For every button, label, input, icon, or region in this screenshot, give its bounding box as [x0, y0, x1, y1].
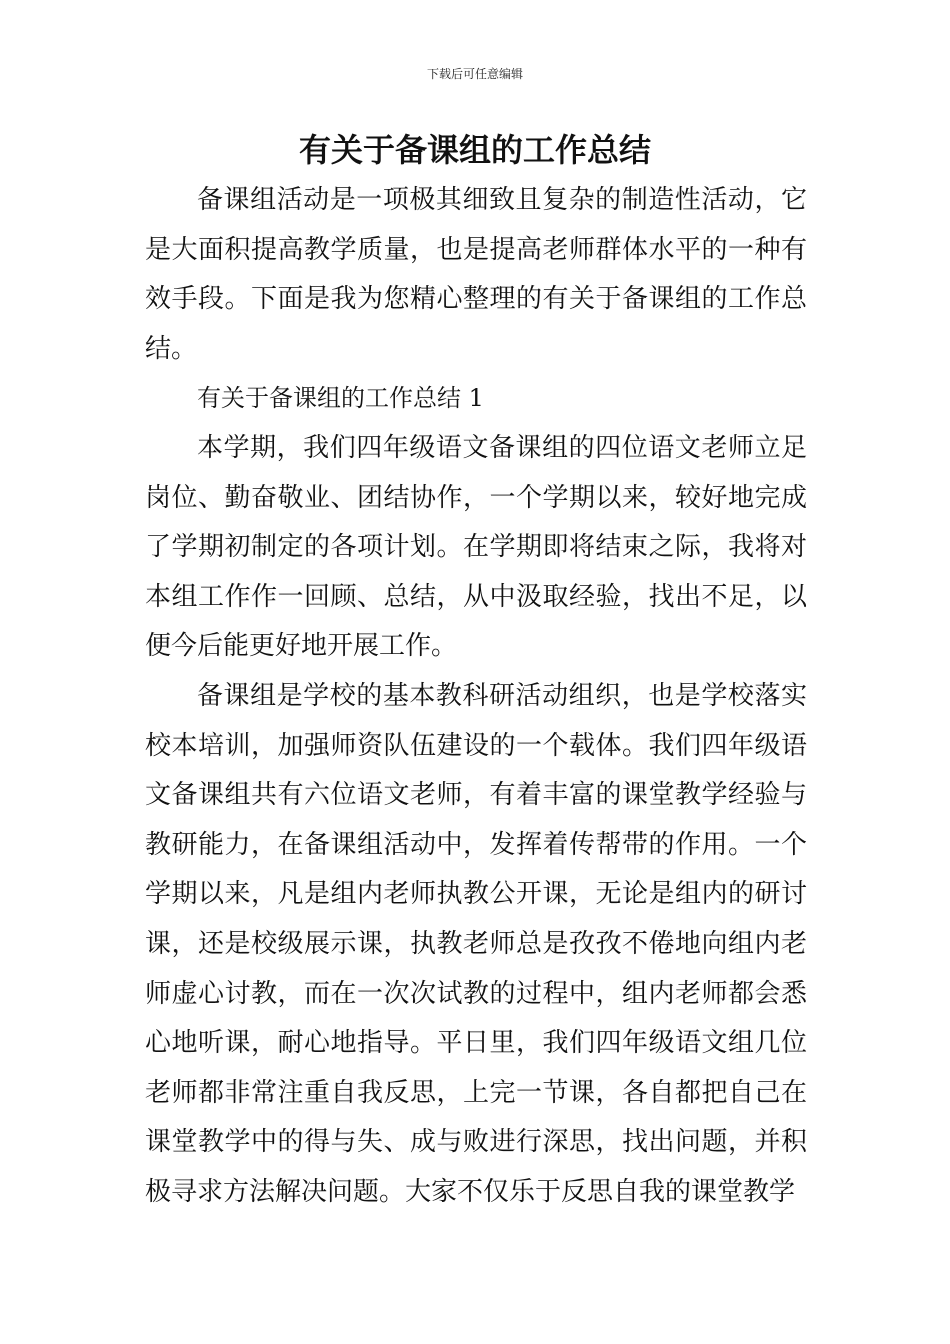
- header-note: 下载后可任意编辑: [426, 67, 523, 81]
- section-heading: 有关于备课组的工作总结 1: [197, 384, 484, 413]
- document-body: [145, 176, 807, 1217]
- body-paragraph: 备课组是学校的基本教科研活动组织，也是学校落实校本培训，加强师资队伍建设的一个载体。我们四年级语文备课组共有六位语文老师，有着丰富的课堂教学经验与教研能力，在备课组活动中，发挥着传帮带的作用。一个学期以来，凡是组内老师执教公开课，无论是组内的研讨课，还是校级展示课，执教老师总是孜孜不倦地向组内老师虚心讨教，而在一次次试教的过程中，组内老师都会悉心地听课，耐心地指导。平日里，我们四年级语文组几位老师都非常注重自我反思，上完一节课，各自都把自己在课堂教学中的得与失、成与败进行深思，找出问题，并积极寻求方法解决问题。大家不仅乐于反思自我的课堂教学: [145, 680, 807, 1207]
- body-paragraph: 本学期，我们四年级语文备课组的四位语文老师立足岗位、勤奋敬业、团结协作，一个学期以来，较好地完成了学期初制定的各项计划。在学期即将结束之际，我将对本组工作作一回顾、总结，从中汲取经验，找出不足，以便今后能更好地开展工作。: [145, 432, 807, 662]
- document-title: 有关于备课组的工作总结: [298, 131, 651, 169]
- intro-paragraph: 备课组活动是一项极其细致且复杂的制造性活动，它是大面积提高教学质量，也是提高老师群体水平的一种有效手段。下面是我为您精心整理的有关于备课组的工作总结。: [145, 185, 807, 364]
